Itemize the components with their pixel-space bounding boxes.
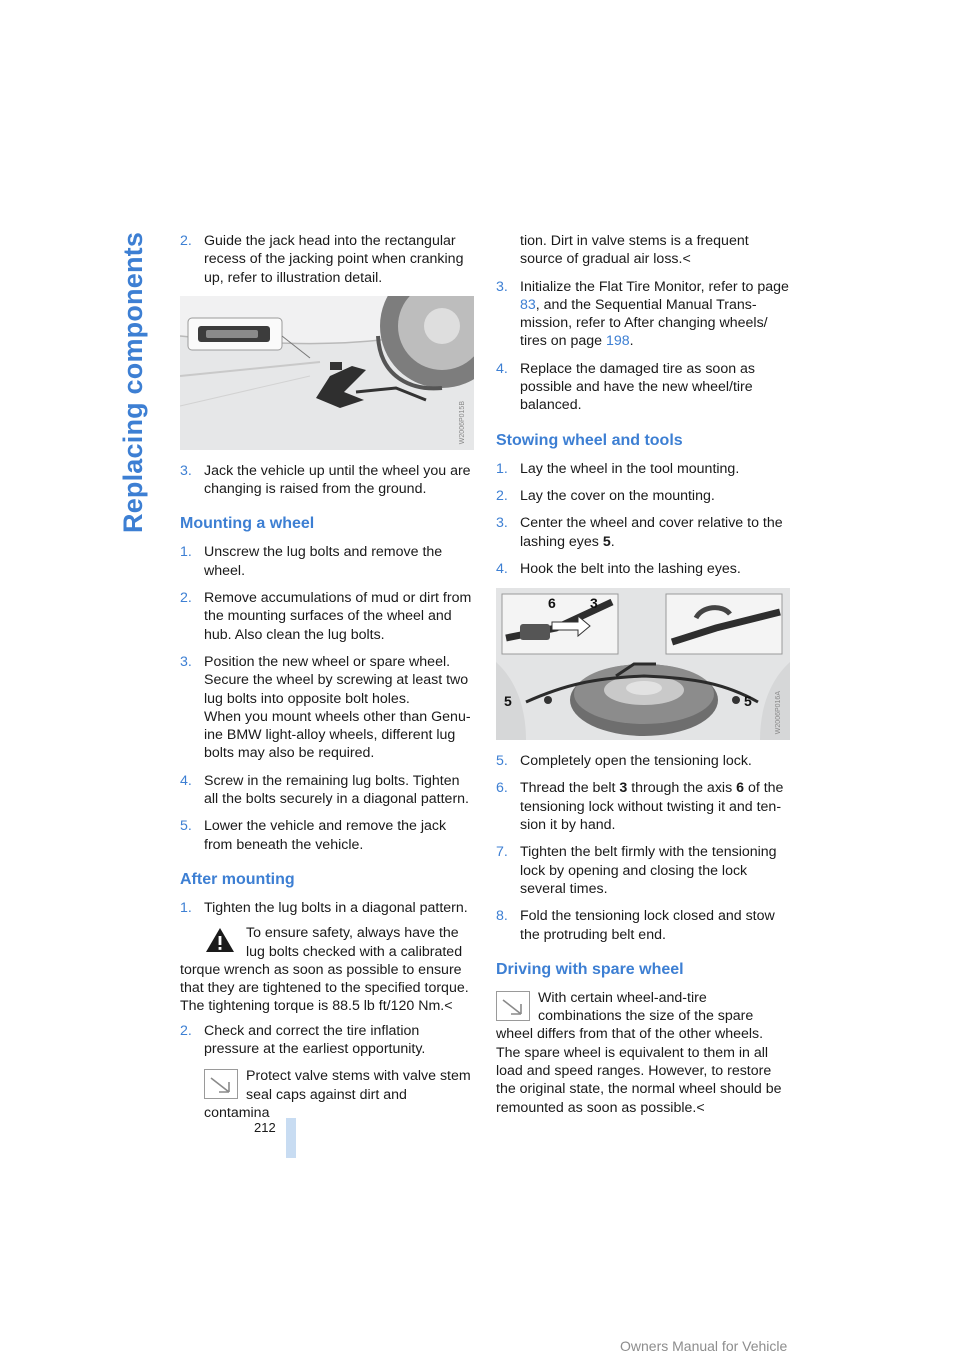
step-number: 7.: [496, 844, 508, 861]
step-number: 2.: [180, 590, 192, 607]
note-text: Protect valve stems with valve stem seal caps against dirt and contamina: [204, 1068, 471, 1121]
step-text: Thread the belt: [520, 780, 620, 797]
page-tab-marker: [286, 1118, 296, 1158]
note-text: tion. Dirt in valve stems is a frequent source of gradual air loss.<: [520, 233, 749, 268]
step-text: .: [629, 333, 634, 350]
spare-wheel-illustration: [496, 588, 790, 740]
callout-ref: 3: [619, 780, 628, 797]
right-column: [496, 232, 790, 1123]
callout-3: 3: [590, 595, 598, 612]
list-item: [496, 779, 790, 834]
step-number: 3.: [180, 653, 192, 670]
list-item: [496, 460, 790, 478]
step-text: Lay the cover on the mounting.: [520, 487, 715, 504]
step-number: 4.: [496, 560, 508, 577]
note-text: With certain wheel-and-tire combinations the size of the spare wheel differs from that of the other wheels. The spare wheel is equivalent to them in all load and speed ranges. However, to restore the original state, the normal wheel should be remounted as soon as possible.<: [496, 989, 782, 1116]
warning-icon: [204, 926, 236, 954]
callout-5-right: 5: [744, 693, 752, 710]
step-text: Tighten the lug bolts in a diagonal pattern.: [204, 899, 468, 916]
step-text: through the axis: [627, 780, 737, 797]
list-item: [180, 543, 474, 580]
list-item: [180, 772, 474, 809]
section-title: Replacing components: [118, 232, 148, 534]
step-text: Remove accumulations of mud or dirt from the mounting surfaces of the wheel and hub. Also clean the lug bolts.: [204, 590, 472, 643]
list-item: [496, 487, 790, 505]
step-text: Replace the damaged tire as soon as possible and have the new wheel/tire balanced.: [520, 360, 756, 414]
list-item: [180, 589, 474, 644]
step-text: Fold the tensioning lock closed and stow the protruding belt end.: [520, 908, 775, 943]
warning-note: [180, 924, 474, 1015]
step-text: Unscrew the lug bolts and remove the wheel.: [204, 544, 443, 579]
step-text: Position the new wheel or spare wheel. Secure the wheel by screwing at least two lug bolts into opposite bolt holes.: [204, 653, 469, 707]
warning-text: To ensure safety, always have the lug bolts checked with a calibrated torque wrench as soon as possible to ensure that they are tightened to the specified torque. The tightening torque is 88.5 lb ft/120 Nm.<: [180, 925, 469, 1015]
page-number: 212: [254, 1120, 276, 1135]
step-number: 5.: [496, 753, 508, 770]
step-number: 2.: [496, 487, 508, 504]
footer-url[interactable]: Owners Manual for Vehicle: [620, 1338, 788, 1354]
list-item: [180, 899, 474, 917]
page-link-198[interactable]: 198: [605, 333, 630, 350]
step-text: Initialize the Flat Tire Monitor, refer to page: [520, 278, 789, 295]
step-number: 1.: [496, 460, 508, 477]
jack-illustration: [180, 296, 474, 450]
step-text: Completely open the tensioning lock.: [520, 753, 752, 770]
list-item: [180, 817, 474, 854]
callout-5-left: 5: [504, 693, 512, 710]
driving-note: [496, 989, 790, 1117]
step-number: 5.: [180, 818, 192, 835]
heading-stowing: Stowing wheel and tools: [496, 431, 683, 449]
heading-driving-spare: Driving with spare wheel: [496, 960, 684, 978]
list-item: [180, 1022, 474, 1059]
list-item: [496, 752, 790, 770]
step-text: .: [610, 533, 615, 550]
step-text: Jack the vehicle up until the wheel you are changing is raised from the ground.: [204, 462, 471, 498]
step-number: 4.: [496, 360, 508, 377]
callout-6: 6: [548, 595, 556, 612]
heading-after-mounting: After mounting: [180, 870, 295, 888]
step-text-extra: When you mount wheels other than Genuine BMW light-alloy wheels, different lug bolts may also be required.: [204, 708, 471, 762]
callout-ref: 6: [736, 780, 744, 797]
left-column: [180, 232, 474, 1128]
step-text: Hook the belt into the lashing eyes.: [520, 560, 741, 577]
step-number: 6.: [496, 780, 508, 797]
list-item: [180, 232, 474, 287]
step-text: of the tensioning lock without twisting it and tension it by hand.: [520, 780, 784, 834]
step-text: , and the Sequential Manual Transmission, refer to After changing wheels/ tires on page: [520, 296, 768, 350]
list-item: [180, 462, 474, 499]
step-text: Screw in the remaining lug bolts. Tighten all the bolts securely in a diagonal pattern.: [204, 772, 469, 808]
list-item: [496, 360, 790, 415]
valve-note-continued: [496, 232, 790, 269]
step-text: Lower the vehicle and remove the jack from beneath the vehicle.: [204, 818, 447, 853]
callout-ref: 5: [602, 533, 611, 550]
list-item: [496, 514, 790, 551]
step-text: Tighten the belt firmly with the tensioning lock by opening and closing the lock several times.: [520, 844, 777, 897]
list-item: [496, 907, 790, 944]
step-number: 8.: [496, 908, 508, 925]
spare-wheel-drawing: [496, 588, 790, 740]
valve-note: [180, 1067, 474, 1122]
note-icon: [204, 1069, 238, 1099]
step-text: Guide the jack head into the rectangular recess of the jacking point when cranking up, refer to illustration detail.: [204, 233, 464, 286]
list-item: [180, 653, 474, 763]
step-number: 3.: [496, 515, 508, 532]
list-item: [496, 560, 790, 578]
list-item: [496, 278, 790, 351]
page-link-83[interactable]: 83: [520, 296, 536, 313]
jack-drawing: [180, 296, 474, 450]
figure-id: W2006P016A: [774, 690, 782, 735]
step-number: 2.: [180, 1022, 192, 1039]
step-text: Check and correct the tire inflation pressure at the earliest opportunity.: [204, 1022, 426, 1058]
step-number: 4.: [180, 772, 192, 789]
note-icon: [496, 991, 530, 1021]
list-item: [496, 843, 790, 898]
step-number: 2.: [180, 233, 192, 249]
step-text: Lay the wheel in the tool mounting.: [520, 460, 740, 477]
step-number: 1.: [180, 899, 192, 916]
step-number: 1.: [180, 544, 192, 561]
step-number: 3.: [180, 462, 192, 479]
heading-mounting-wheel: Mounting a wheel: [180, 515, 315, 533]
step-text: Center the wheel and cover relative to the lashing eyes: [520, 515, 783, 550]
step-number: 3.: [496, 278, 508, 295]
figure-id: W2006P015B: [458, 400, 466, 444]
